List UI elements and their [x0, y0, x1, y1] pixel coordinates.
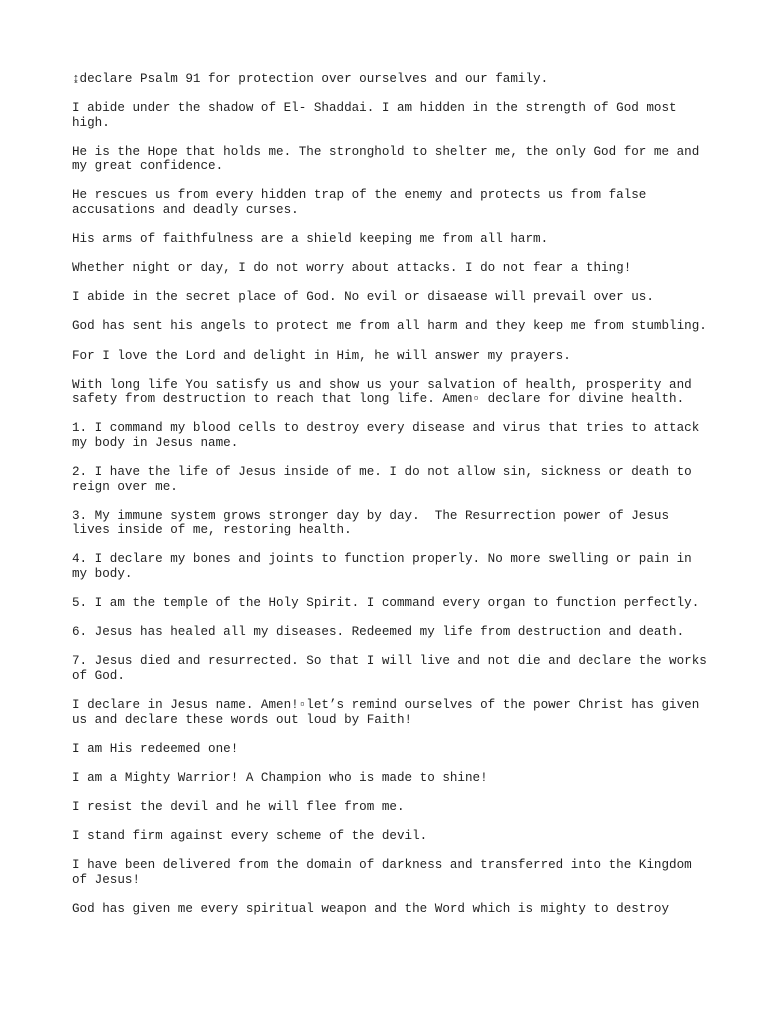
list-item: 6. Jesus has healed all my diseases. Redeemed my life from destruction and death. [72, 625, 685, 640]
list-item: 4. I declare my bones and joints to function properly. No more swelling or pain in my body. [72, 552, 700, 581]
document-body [72, 72, 715, 931]
paragraph: I abide under the shadow of El- Shaddai. I am hidden in the strength of God most high. [72, 101, 685, 130]
paragraph: I abide in the secret place of God. No evil or disaease will prevail over us. [72, 290, 654, 305]
paragraph: I have been delivered from the domain of darkness and transferred into the Kingdom of Jesus! [72, 858, 700, 887]
list-item: 5. I am the temple of the Holy Spirit. I command every organ to function perfectly. [72, 596, 700, 611]
paragraph: I stand firm against every scheme of the devil. [72, 828, 428, 843]
paragraph: I declare in Jesus name. Amen!▫let’s remind ourselves of the power Christ has given us and declare these words out loud by Faith! [72, 697, 707, 727]
paragraph: For I love the Lord and delight in Him, he will answer my prayers. [72, 348, 571, 363]
list-item: 1. I command my blood cells to destroy every disease and virus that tries to attack my body in Jesus name. [72, 421, 707, 450]
paragraph: With long life You satisfy us and show us your salvation of health, prosperity and safety from destruction to reach that long life. Amen▫ declare for divine health. [72, 377, 700, 407]
list-item: 2. I have the life of Jesus inside of me. I do not allow sin, sickness or death to reign over me. [72, 465, 700, 494]
paragraph: ↨declare Psalm 91 for protection over ourselves and our family. [72, 72, 549, 86]
list-item: 3. My immune system grows stronger day by day. The Resurrection power of Jesus lives inside of me, restoring health. [72, 508, 677, 538]
paragraph: I resist the devil and he will flee from me. [72, 799, 405, 814]
paragraph: His arms of faithfulness are a shield keeping me from all harm. [72, 232, 549, 247]
paragraph: I am His redeemed one! [72, 741, 239, 756]
paragraph: He rescues us from every hidden trap of the enemy and protects us from false accusations and deadly curses. [72, 188, 654, 218]
paragraph: He is the Hope that holds me. The stronghold to shelter me, the only God for me and my great confidence. [72, 144, 707, 174]
paragraph: God has sent his angels to protect me from all harm and they keep me from stumbling. [72, 319, 707, 334]
paragraph: Whether night or day, I do not worry about attacks. I do not fear a thing! [72, 261, 632, 276]
list-item: 7. Jesus died and resurrected. So that I will live and not die and declare the works of God. [72, 654, 715, 683]
paragraph: God has given me every spiritual weapon and the Word which is mighty to destroy [72, 901, 670, 916]
paragraph: I am a Mighty Warrior! A Champion who is made to shine! [72, 770, 488, 785]
